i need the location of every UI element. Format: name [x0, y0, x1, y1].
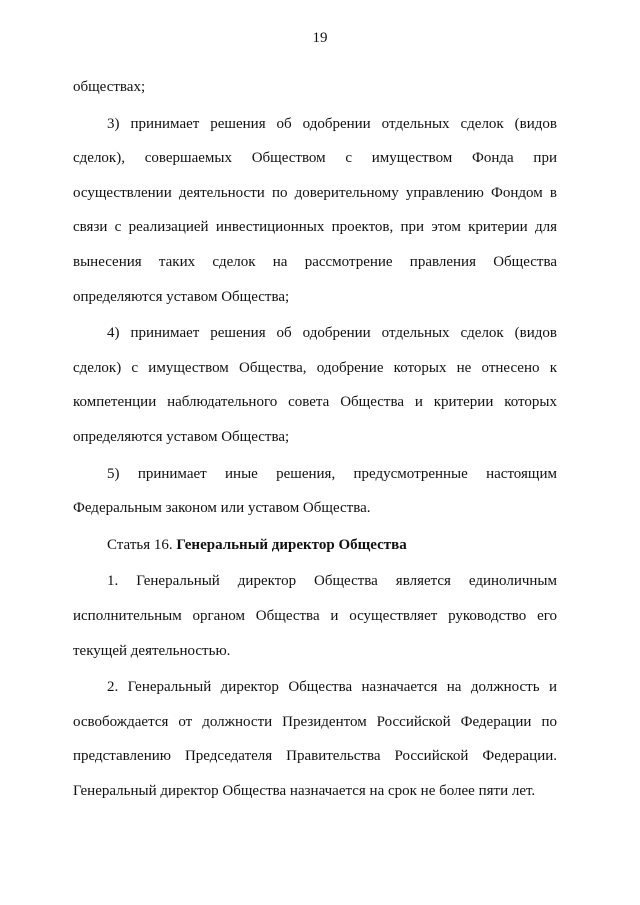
paragraph-item-5: 5) принимает иные решения, предусмотренные настоящим Федеральным законом или уставом Общества. [73, 465, 557, 517]
paragraph-clause-1: 1. Генеральный директор Общества является единоличным исполнительным органом Общества и осуществляет руководство его текущей деятельностью. [73, 573, 557, 659]
article-title: Генеральный директор Общества [176, 536, 407, 553]
paragraph-item-4: 4) принимает решения об одобрении отдельных сделок (видов сделок) с имуществом Общества, одобрение которых не отнесено к компетенции наблюдательного совета Общества и критерии которых определяются уставом Общества; [73, 325, 557, 445]
document-body [73, 70, 557, 808]
paragraph-continuation: обществах; [73, 79, 146, 95]
article-label: Статья 16. [107, 536, 173, 553]
paragraph-item-3: 3) принимает решения об одобрении отдельных сделок (видов сделок), совершаемых Обществом с имуществом Фонда при осуществлении деятельности по доверительному управлению Фондом в связи с реализацией инвестиционных проектов, при этом критерии для вынесения таких сделок на рассмотрение правления Общества определяются уставом Общества; [73, 115, 557, 305]
paragraph-clause-2: 2. Генеральный директор Общества назначается на должность и освобождается от должности Президентом Российской Федерации по представлению Председателя Правительства Российской Федерации. Генеральный директор Общества назначается на срок не более пяти лет. [73, 679, 557, 799]
article-heading [73, 528, 557, 563]
page-number: 19 [312, 30, 328, 46]
